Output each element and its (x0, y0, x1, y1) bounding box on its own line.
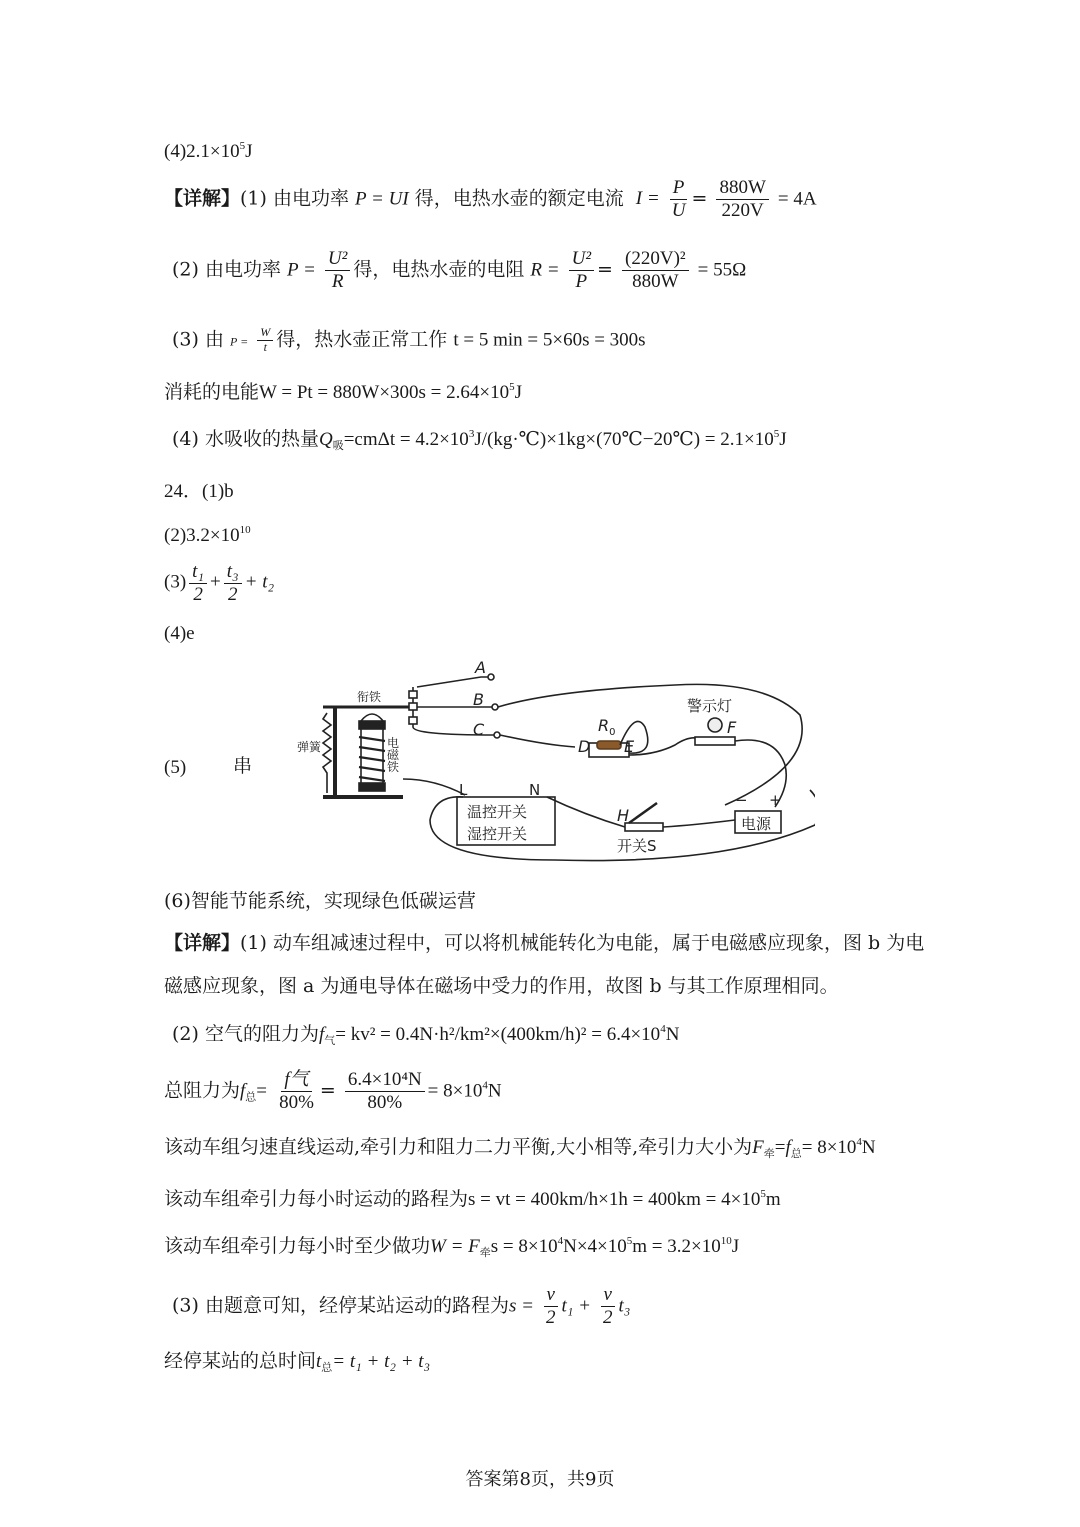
detail-b-p6-mid2: m = 3.2×10 (632, 1236, 721, 1257)
detail-b-p4-f: f (785, 1137, 791, 1158)
detail-a-line-1: 【详解】(1) 由电功率 P = UI 得，电热水壶的额定电流 I = $\frac{P}{U}$ = $\frac{880W}{220V}$ = 4A (164, 177, 817, 221)
detail-b-p6-formula: s = 8×10 (490, 1236, 558, 1257)
detail-a-l5-formula2: J/(kg·℃)×1kg×(70℃−20℃) = 2.1×10 (474, 429, 774, 450)
detail-b-p5-unit: m (765, 1189, 781, 1210)
detail-b-p6-exp2: 5 (626, 1235, 633, 1247)
contact-block-bottom (409, 717, 417, 724)
fraction-u2-over-r (325, 248, 350, 293)
wire-switch-source (663, 820, 735, 827)
page-footer: 答案第8页，共9页 (465, 1469, 615, 1490)
detail-b-p4-eq: = (774, 1137, 786, 1158)
detail-b-p7-t3: t₃ (618, 1295, 631, 1317)
frac-den: P (575, 270, 588, 292)
detail-a-l2-R: R = (530, 259, 560, 281)
detail-a-l2-text: (2) 由电功率 (172, 258, 281, 281)
frac-den: U (671, 199, 686, 221)
detail-heading: 【详解】 (164, 187, 241, 210)
contact-block-mid (409, 703, 417, 710)
fraction-v-over-2-a (543, 1284, 559, 1329)
label-electromagnet-3: 铁 (387, 760, 400, 774)
q24-answer-5: (5) (164, 757, 187, 778)
detail-b-line-1 (164, 932, 924, 955)
frac-den: 80% (279, 1091, 314, 1113)
label-E: E (624, 737, 635, 756)
detail-b-p8-text: 经停某站的总时间 (164, 1350, 317, 1372)
detail-b-heading: 【详解】 (164, 932, 241, 954)
frac-num: t₃ (224, 561, 242, 584)
fraction-t3-over-2 (224, 561, 242, 606)
detail-b-p2-fsub: 气 (324, 1034, 336, 1047)
frac-den: 2 (603, 1306, 613, 1328)
q24-answer-4: (4)e (164, 623, 195, 644)
q24-answer-3 (164, 561, 274, 606)
frac-den: 80% (367, 1091, 403, 1113)
detail-b-line-7 (172, 1284, 630, 1329)
q24-a3-tail: + t₂ (244, 571, 275, 593)
q24-answer-5-value: 串 (233, 755, 253, 777)
detail-a-line-4 (164, 381, 522, 405)
detail-b-p7-t1: t₁ + (561, 1295, 591, 1317)
detail-a-l5-exp2: 5 (773, 428, 780, 440)
fraction-220sq-over-880 (622, 248, 689, 293)
switch-S-base (625, 823, 663, 831)
detail-b-p3-unit: N (487, 1080, 502, 1102)
detail-a-l1-I: I = (635, 188, 660, 210)
q24-answer-2 (164, 524, 251, 548)
detail-a-line-3 (172, 326, 646, 355)
terminal-A (488, 674, 494, 680)
detail-b-p6-exp3: 10 (720, 1235, 732, 1247)
fraction-64e4-over-80 (345, 1069, 425, 1114)
detail-a-line-2: (2) 由电功率 P = $\frac{\text{U²}}{R}$ 得，电热水壶的电阻 R = $\frac{\text{U²}}{P}$ = $\frac{\text{(220V)²}}{880W}$ = 55Ω (172, 248, 747, 292)
detail-b-p6-mid: N×4×10 (563, 1236, 627, 1257)
detail-a-l5-text: (4) 水吸收的热量 (172, 428, 319, 450)
detail-b-p3-res: = 8×10 (427, 1080, 483, 1102)
label-spring: 弹簧 (297, 740, 322, 754)
q24-a3-plus: + (210, 571, 221, 593)
detail-b-p6-W: W = F (430, 1236, 480, 1257)
detail-b-p4-F: F (752, 1137, 764, 1158)
label-electromagnet-2: 磁 (387, 748, 400, 762)
switch-S-lever (629, 803, 657, 823)
detail-b-p2-formula: = kv² = 0.4N·h²/km²×(400km/h)² = 6.4×10 (335, 1024, 661, 1045)
spring-icon (323, 713, 331, 793)
detail-b-p7-s: s = (508, 1295, 534, 1317)
wire-N-switch (547, 797, 625, 827)
label-armature: 衔铁 (357, 690, 382, 704)
frac-num: U² (325, 248, 350, 271)
detail-b-p3-exp: 4 (482, 1079, 488, 1092)
detail-a-l5-Q: Q (318, 429, 333, 450)
label-minus: − (735, 791, 748, 809)
answer-4-text: (4)2.1×10 (164, 141, 240, 162)
detail-b-p6-Wsub: 牵 (479, 1246, 491, 1259)
detail-b-p4-unit: N (861, 1137, 876, 1158)
label-N: N (529, 781, 541, 799)
frac-den: t (263, 339, 267, 354)
fraction-880-over-220 (716, 177, 768, 222)
label-C: C (473, 720, 485, 739)
detail-b-p3-fsub: 总 (245, 1090, 257, 1104)
detail-b-line-5 (164, 1188, 781, 1212)
detail-b-p3-f: f (240, 1080, 246, 1102)
q24-a2-text: (2)3.2×10 (164, 525, 240, 546)
label-warning-lamp: 警示灯 (687, 697, 733, 715)
fraction-fqi-over-80 (276, 1069, 317, 1114)
frac-num: 880W (716, 177, 768, 200)
detail-b-p7-text: (3) 由题意可知，经停某站运动的路程为 (172, 1294, 509, 1317)
q24-answer-1: 24．(1)b (164, 481, 234, 502)
detail-b-p1b: 磁感应现象，图 a 为通电导体在磁场中受力的作用，故图 b 与其工作原理相同。 (164, 975, 839, 997)
core-top (359, 721, 385, 729)
lamp-bulb-icon (708, 718, 722, 732)
terminal-B (492, 704, 498, 710)
detail-b-p2-f: f (318, 1024, 325, 1045)
detail-b-p5-exp: 5 (760, 1188, 766, 1200)
fraction-t1-over-2 (189, 561, 207, 606)
detail-a-l5-sub: 吸 (332, 439, 344, 452)
label-L: L (459, 781, 468, 799)
label-power-source: 电源 (741, 815, 772, 833)
detail-a-l2-result: = 55Ω (697, 259, 747, 281)
label-R0 (598, 716, 616, 738)
detail-b-p4-res: = 8×10 (801, 1137, 857, 1158)
frac-den: 880W (632, 270, 679, 292)
label-F: F (727, 718, 737, 737)
label-D: D (578, 737, 591, 756)
label-A: A (475, 658, 486, 677)
q24-answer-6: (6)智能节能系统，实现绿色低碳运营 (164, 890, 476, 912)
frac-den: 2 (193, 583, 203, 605)
detail-b-p4-exp: 4 (856, 1136, 862, 1148)
detail-a-l1-formula: P = UI (355, 188, 409, 210)
detail-b-p6-unit: J (731, 1236, 740, 1257)
detail-b-line-2 (172, 1023, 679, 1047)
fraction-u2-over-p (569, 248, 594, 293)
detail-b-line-8 (164, 1350, 430, 1374)
wire-B-loop (498, 684, 802, 805)
circuit-diagram (295, 655, 815, 870)
q24-a3-prefix: (3) (164, 571, 187, 593)
frac-num: W (257, 326, 273, 341)
fraction-v-over-2-b (600, 1284, 616, 1329)
frac-num: U² (569, 248, 594, 271)
detail-b-p4-text: 该动车组匀速直线运动,牵引力和阻力二力平衡,大小相等,牵引力大小为 (164, 1136, 753, 1158)
detail-a-l4-unit: J (514, 382, 523, 403)
frac-den: 2 (227, 583, 238, 605)
detail-a-line-5 (172, 428, 787, 452)
frac-num: v (601, 1284, 615, 1307)
wire-A (417, 677, 489, 687)
label-switch-box-2: 湿控开关 (467, 825, 528, 843)
detail-a-l3-formula: t = 5 min = 5×60s = 300s (453, 329, 646, 351)
frac-den: 220V (721, 199, 764, 221)
detail-b-p6-text: 该动车组牵引力每小时至少做功 (164, 1235, 431, 1257)
detail-b-p8-tsub: 总 (321, 1361, 333, 1374)
fraction-p-over-u (669, 177, 689, 222)
detail-a-l2-P: P = (287, 259, 316, 281)
frac-num: t₁ (189, 561, 207, 584)
wire-C-R0 (500, 735, 575, 747)
detail-a-l1-result: = 4A (777, 188, 817, 210)
detail-b-line-4 (164, 1136, 876, 1160)
fraction-w-over-t (257, 326, 273, 355)
detail-a-l1-text: (1) 由电功率 (240, 187, 349, 210)
frac-num: f气 (281, 1069, 311, 1092)
wire-relay-L (403, 779, 465, 795)
detail-a-l4-formula: W = Pt = 880W×300s = 2.64×10 (259, 382, 510, 403)
q24-a2-exponent: 10 (239, 524, 251, 536)
detail-a-l3-text: (3) 由 (172, 328, 224, 351)
frac-num: (220V)² (622, 248, 689, 271)
detail-b-p8-formula: = t₁ + t₂ + t₃ (332, 1351, 431, 1372)
label-electromagnet-1: 电 (387, 736, 400, 750)
label-plus: + (769, 791, 782, 809)
frac-den: 2 (545, 1306, 556, 1328)
answer-4-exponent: 5 (239, 140, 246, 152)
core-bottom (359, 783, 385, 791)
detail-a-l5-formula: =cmΔt = 4.2×10 (343, 429, 469, 450)
detail-b-p2-exp: 4 (660, 1023, 666, 1035)
detail-a-l3-P: P = (230, 334, 249, 349)
answer-4 (164, 140, 253, 164)
detail-a-l5-exp1: 3 (468, 428, 475, 440)
lamp-base (695, 737, 735, 745)
detail-b-p6-exp1: 4 (557, 1235, 564, 1247)
detail-b-p4-fsub: 总 (790, 1147, 802, 1160)
detail-b-p5-formula: s = vt = 400km/h×1h = 400km = 4×10 (468, 1189, 761, 1210)
detail-a-l1-text2: 得，电热水壶的额定电流 (414, 187, 624, 210)
detail-b-p2-text: (2) 空气的阻力为 (172, 1023, 319, 1045)
label-R0-main: R (598, 716, 610, 735)
label-switch-S: 开关S (617, 837, 657, 855)
detail-a-l4-exponent: 5 (509, 381, 515, 393)
detail-b-p2-unit: N (665, 1024, 680, 1045)
detail-b-p5-text: 该动车组牵引力每小时运动的路程为 (164, 1188, 469, 1210)
frac-num: P (670, 177, 688, 200)
label-R0-sub: 0 (609, 727, 616, 738)
label-switch-box-1: 温控开关 (467, 803, 528, 821)
frac-num: 6.4×10⁴N (345, 1069, 425, 1092)
detail-a-l4-text: 消耗的电能 (164, 381, 260, 403)
contact-block-top (409, 691, 417, 698)
detail-b-line-3: 总阻力为$f_总=$ $\frac{\text{f气}}{80\%}$ = $\frac{\text{6.4×10⁴N}}{80\%}$ = $8\times 10^4N$ (164, 1069, 502, 1113)
detail-a-l3-text2: 得，热水壶正常工作 (276, 328, 448, 351)
detail-b-p3-eq: = (256, 1080, 268, 1102)
detail-b-p3-text: 总阻力为 (164, 1079, 241, 1102)
terminal-C (494, 732, 500, 738)
core-dome (361, 714, 383, 721)
answer-4-unit: J (245, 141, 253, 162)
detail-b-p8-t: t (316, 1351, 322, 1372)
label-H: H (617, 806, 630, 825)
frac-num: v (544, 1284, 558, 1307)
detail-a-l2-text2: 得，电热水壶的电阻 (353, 258, 525, 281)
detail-b-p4-Fsub: 牵 (763, 1147, 775, 1160)
detail-b-p1a: (1) 动车组减速过程中，可以将机械能转化为电能，属于电磁感应现象，图 b 为电 (240, 932, 925, 954)
detail-b-line-6 (164, 1235, 739, 1259)
detail-a-l5-unit: J (779, 429, 787, 450)
frac-den: R (331, 270, 344, 292)
label-B: B (473, 690, 484, 709)
